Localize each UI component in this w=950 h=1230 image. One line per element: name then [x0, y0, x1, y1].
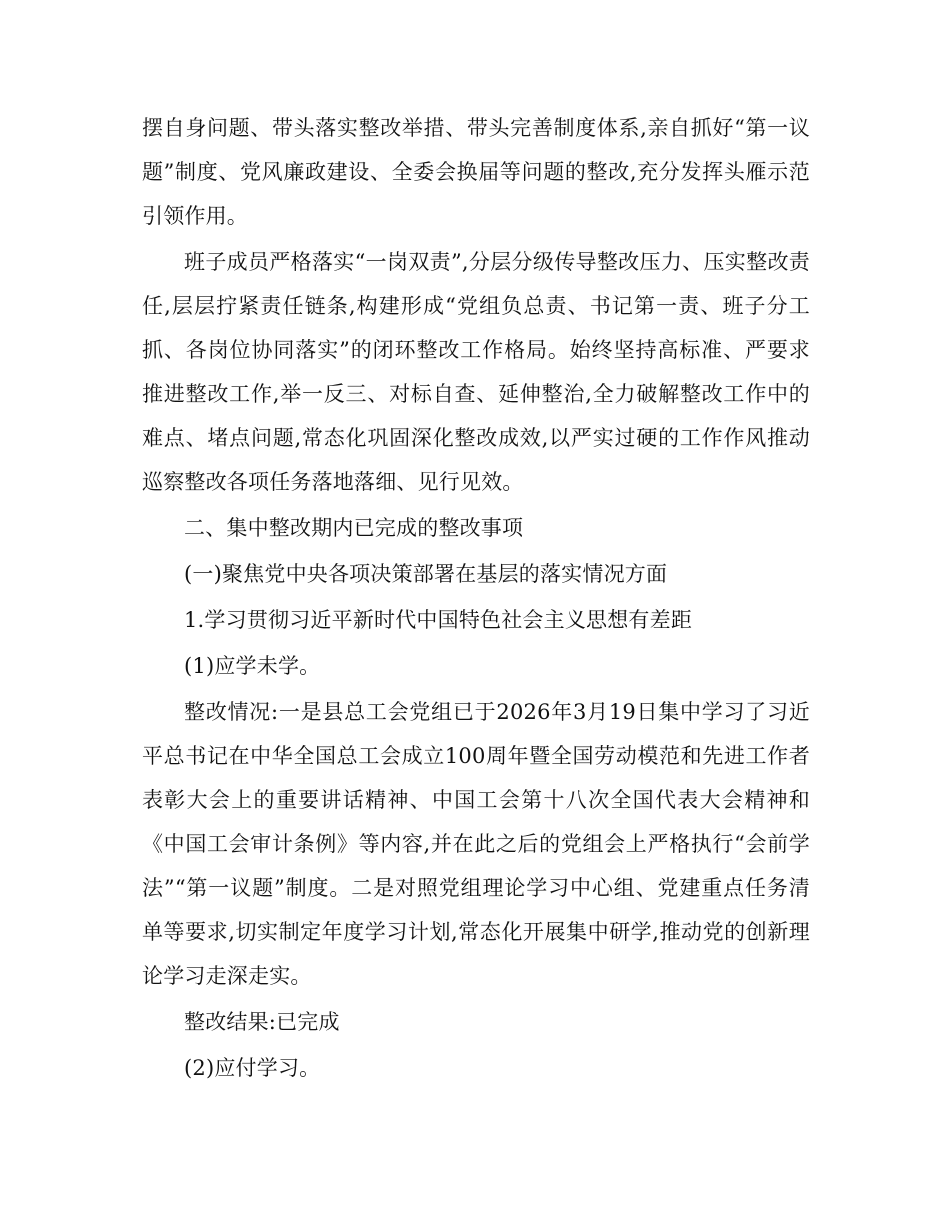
section-heading-completed-items: 二、集中整改期内已完成的整改事项 — [184, 516, 524, 540]
paragraph-rectification-status: 整改情况:一是县总工会党组已于2026年3月19日集中学习了习近平总书记在中华全国总工会成立100周年暨全国劳动模范和先进工作者表彰大会上的重要讲话精神、中国工会第十八次全国代表大会精神和《中国工会审计条例》等内容,并在此之后的党组会上严格执行“会前学法”“第一议题”制度。二是对照党组理论学习中心组、党建重点任务清单等要求,切实制定年度学习计划,常态化开展集中研学,推动党的创新理论学习走深走实。 — [142, 700, 810, 988]
paragraph-leadership-role: 摆自身问题、带头落实整改举措、带头完善制度体系,亲自抓好“第一议题”制度、党风廉政建设、全委会换届等问题的整改,充分发挥头雁示范引领作用。 — [142, 116, 810, 228]
document-body — [142, 106, 810, 1092]
issue-heading-not-studied: (1)应学未学。 — [184, 654, 321, 678]
item-heading-study-gap: 1.学习贯彻习近平新时代中国特色社会主义思想有差距 — [184, 608, 693, 632]
subsection-heading-policy-implementation: (一)聚焦党中央各项决策部署在基层的落实情况方面 — [184, 562, 668, 586]
rectification-result: 整改结果:已完成 — [184, 1010, 340, 1034]
paragraph-team-responsibility: 班子成员严格落实“一岗双责”,分层分级传导整改压力、压实整改责任,层层拧紧责任链条,构建形成“党组负总责、书记第一责、班子分工抓、各岗位协同落实”的闭环整改工作格局。始终坚持高标准、严要求推进整改工作,举一反三、对标自查、延伸整治,全力破解整改工作中的难点、堵点问题,常态化巩固深化整改成效,以严实过硬的工作作风推动巡察整改各项任务落地落细、见行见效。 — [142, 250, 810, 494]
issue-heading-perfunctory-study: (2)应付学习。 — [184, 1056, 321, 1080]
